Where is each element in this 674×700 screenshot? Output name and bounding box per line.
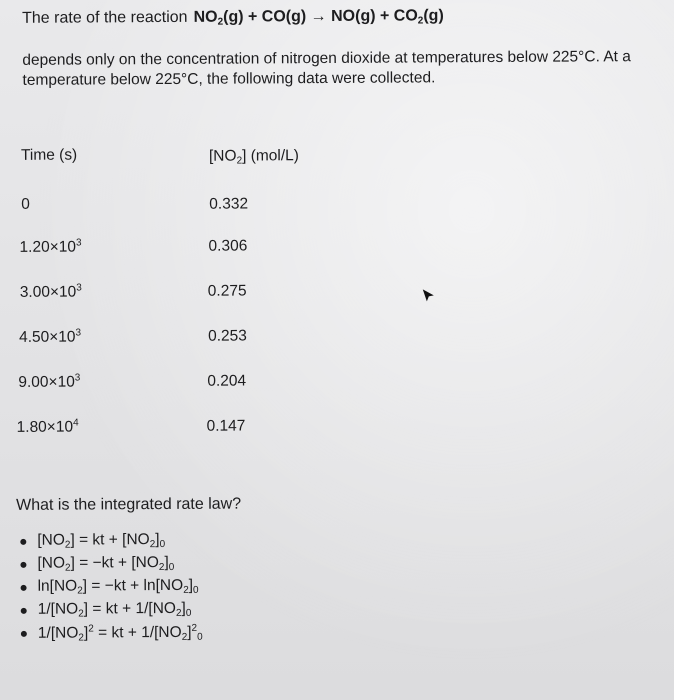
time-exponent: 3 bbox=[75, 237, 82, 249]
mouse-pointer-icon bbox=[422, 288, 436, 302]
header-part: ] (mol/L) bbox=[242, 147, 299, 165]
bullet-icon bbox=[20, 538, 26, 544]
bullet-icon bbox=[21, 607, 27, 613]
option-expression bbox=[38, 600, 192, 620]
option-subscript: 0 bbox=[193, 584, 199, 596]
option-text: ] bbox=[83, 623, 89, 641]
option-subscript: 0 bbox=[159, 539, 166, 551]
option-subscript: 0 bbox=[185, 607, 192, 619]
time-mantissa: 0 bbox=[21, 195, 30, 213]
answer-options bbox=[20, 529, 202, 645]
time-exponent: 3 bbox=[74, 372, 81, 384]
option-expression bbox=[38, 577, 199, 597]
answer-option bbox=[21, 575, 203, 599]
answer-option bbox=[21, 621, 203, 645]
option-text: 1/[NO bbox=[37, 600, 79, 618]
option-subscript: 2 bbox=[78, 631, 84, 644]
option-subscript: 2 bbox=[183, 584, 189, 596]
option-subscript: 2 bbox=[64, 539, 71, 551]
reaction-equation bbox=[193, 7, 443, 26]
reaction-part: NO bbox=[193, 8, 218, 26]
option-text: ] bbox=[164, 553, 169, 572]
time-cell bbox=[19, 328, 81, 347]
option-text: ] = kt + 1/[NO bbox=[83, 599, 177, 618]
option-text: [NO bbox=[37, 531, 65, 549]
time-mantissa: 1.80×10 bbox=[16, 418, 74, 436]
time-column-header: Time (s) bbox=[20, 146, 78, 164]
option-text: 1/[NO bbox=[37, 624, 79, 642]
time-exponent: 3 bbox=[75, 327, 82, 339]
concentration-cell: 0.275 bbox=[207, 282, 247, 300]
time-cell bbox=[18, 373, 80, 392]
time-exponent: 4 bbox=[73, 417, 79, 429]
option-text: ln[NO bbox=[37, 577, 78, 595]
option-subscript: 2 bbox=[158, 562, 165, 574]
header-subscript: 2 bbox=[236, 155, 243, 167]
answer-option bbox=[20, 552, 202, 576]
reaction-subscript: 2 bbox=[417, 15, 424, 27]
option-text: ] = −kt + ln[NO bbox=[82, 576, 184, 595]
time-cell bbox=[21, 196, 30, 214]
option-subscript: 2 bbox=[181, 631, 188, 643]
bullet-icon bbox=[20, 561, 26, 567]
option-text: ] = −kt + [NO bbox=[70, 554, 159, 572]
time-cell bbox=[20, 283, 82, 302]
option-subscript: 2 bbox=[175, 607, 182, 619]
time-mantissa: 1.20×10 bbox=[19, 238, 77, 256]
option-text: ] bbox=[181, 599, 186, 617]
option-text: [NO bbox=[37, 554, 66, 572]
header-part: [NO bbox=[208, 147, 237, 165]
option-subscript: 2 bbox=[77, 585, 83, 597]
time-cell bbox=[17, 418, 79, 437]
option-subscript: 0 bbox=[197, 631, 203, 643]
time-exponent: 3 bbox=[76, 282, 82, 294]
option-text: ] bbox=[155, 531, 160, 549]
option-expression bbox=[38, 622, 203, 643]
option-expression bbox=[37, 531, 165, 551]
concentration-cell: 0.332 bbox=[209, 195, 249, 213]
answer-option bbox=[21, 598, 203, 622]
problem-title bbox=[22, 7, 444, 29]
option-superscript: 2 bbox=[191, 622, 198, 634]
concentration-cell: 0.147 bbox=[206, 417, 246, 435]
option-subscript: 2 bbox=[149, 539, 156, 551]
concentration-cell: 0.204 bbox=[207, 372, 247, 390]
answer-option bbox=[20, 529, 202, 553]
bullet-icon bbox=[21, 630, 27, 636]
option-text: ] bbox=[187, 623, 192, 641]
time-cell bbox=[19, 238, 81, 257]
time-mantissa: 9.00×10 bbox=[18, 373, 75, 391]
reaction-part: (g) bbox=[423, 7, 444, 25]
time-mantissa: 3.00×10 bbox=[19, 283, 77, 301]
option-subscript: 2 bbox=[78, 608, 84, 620]
option-subscript: 0 bbox=[168, 561, 175, 573]
question-text: What is the integrated rate law? bbox=[16, 495, 242, 514]
time-mantissa: 4.50×10 bbox=[19, 328, 76, 346]
concentration-column-header bbox=[209, 147, 299, 167]
concentration-cell: 0.306 bbox=[208, 237, 248, 255]
option-text: ] bbox=[188, 576, 194, 594]
reaction-subscript: 2 bbox=[217, 16, 224, 28]
title-lead: The rate of the reaction bbox=[22, 8, 188, 27]
option-text: = kt + 1/[NO bbox=[93, 623, 182, 641]
option-superscript: 2 bbox=[88, 622, 94, 634]
option-subscript: 2 bbox=[65, 562, 71, 574]
concentration-cell: 0.253 bbox=[208, 327, 247, 345]
intro-paragraph: depends only on the concentration of nitrogen dioxide at temperatures below 225°C. At a temperature below 225°C, the following data were collected. bbox=[22, 48, 631, 89]
option-text: ] = kt + [NO bbox=[70, 531, 150, 549]
option-expression bbox=[37, 554, 174, 574]
bullet-icon bbox=[21, 584, 27, 590]
reaction-part: (g) + CO(g) → NO(g) + CO bbox=[223, 7, 418, 26]
